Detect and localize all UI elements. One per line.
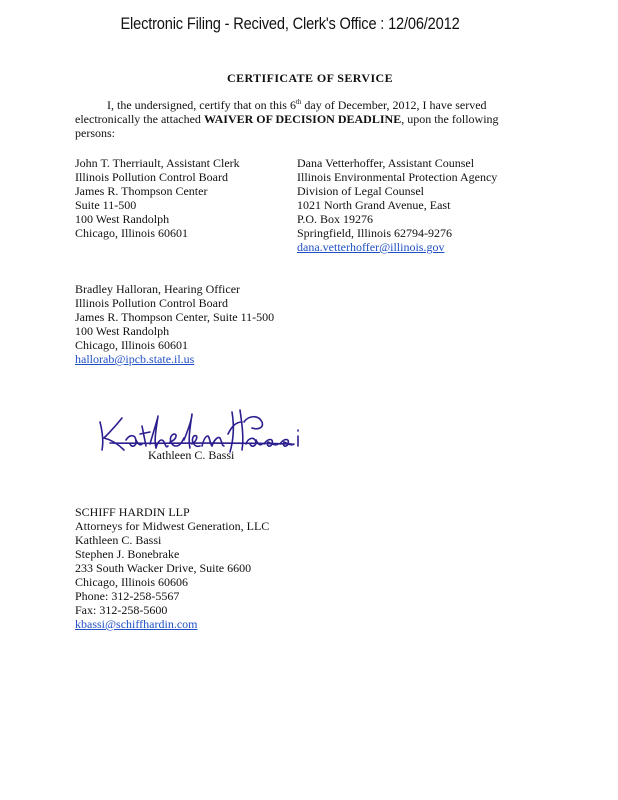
address-line: P.O. Box 19276 (297, 212, 374, 226)
email-link-vetterhoffer[interactable]: dana.vetterhoffer@illinois.gov (297, 240, 445, 254)
recipient-vetterhoffer (297, 156, 497, 254)
address-line: Illinois Pollution Control Board (75, 170, 229, 184)
firm-phone: Phone: 312-258-5567 (75, 589, 180, 603)
address-line: Chicago, Illinois 60601 (75, 338, 188, 352)
filing-stamp: Electronic Filing - Recived, Clerk's Office : 12/06/2012 (120, 14, 460, 33)
address-line: Dana Vetterhoffer, Assistant Counsel (297, 156, 475, 170)
address-line: Bradley Halloran, Hearing Officer (75, 282, 241, 296)
recipient-halloran (75, 282, 274, 366)
certification-paragraph (75, 98, 515, 140)
intro-start: I, the undersigned, certify that on this 6 (107, 98, 296, 112)
firm-line: Stephen J. Bonebrake (75, 547, 180, 561)
firm-line: SCHIFF HARDIN LLP (75, 505, 190, 519)
document-title: CERTIFICATE OF SERVICE (227, 71, 393, 85)
email-link-bassi[interactable]: kbassi@schiffhardin.com (75, 617, 198, 631)
address-line: Illinois Environmental Protection Agency (297, 170, 498, 184)
firm-line: Attorneys for Midwest Generation, LLC (75, 519, 270, 533)
signatory-name: Kathleen C. Bassi (148, 448, 235, 462)
address-line: Illinois Pollution Control Board (75, 296, 229, 310)
email-link-halloran[interactable]: hallorab@ipcb.state.il.us (75, 352, 195, 366)
firm-fax: Fax: 312-258-5600 (75, 603, 168, 617)
address-line: 100 West Randolph (75, 324, 170, 338)
firm-line: 233 South Wacker Drive, Suite 6600 (75, 561, 252, 575)
served-document-name: WAIVER OF DECISION DEADLINE (203, 112, 402, 126)
address-line: Chicago, Illinois 60601 (75, 226, 188, 240)
address-line: Suite 11-500 (75, 198, 137, 212)
address-line: Division of Legal Counsel (297, 184, 424, 198)
firm-line: Chicago, Illinois 60606 (75, 575, 188, 589)
address-line: James R. Thompson Center (75, 184, 208, 198)
firm-signature-block (75, 505, 269, 631)
recipient-therriault (75, 156, 240, 240)
firm-line: Kathleen C. Bassi (75, 533, 162, 547)
intro-middle: day of December, 2012, I have served electronically the attached (75, 98, 487, 126)
address-line: James R. Thompson Center, Suite 11-500 (75, 310, 275, 324)
address-line: 100 West Randolph (75, 212, 170, 226)
address-line: 1021 North Grand Avenue, East (297, 198, 451, 212)
address-line: John T. Therriault, Assistant Clerk (75, 156, 240, 170)
address-line: Springfield, Illinois 62794-9276 (297, 226, 452, 240)
intro-end: , upon the following persons: (75, 112, 499, 140)
intro-ordinal: th (295, 98, 302, 106)
